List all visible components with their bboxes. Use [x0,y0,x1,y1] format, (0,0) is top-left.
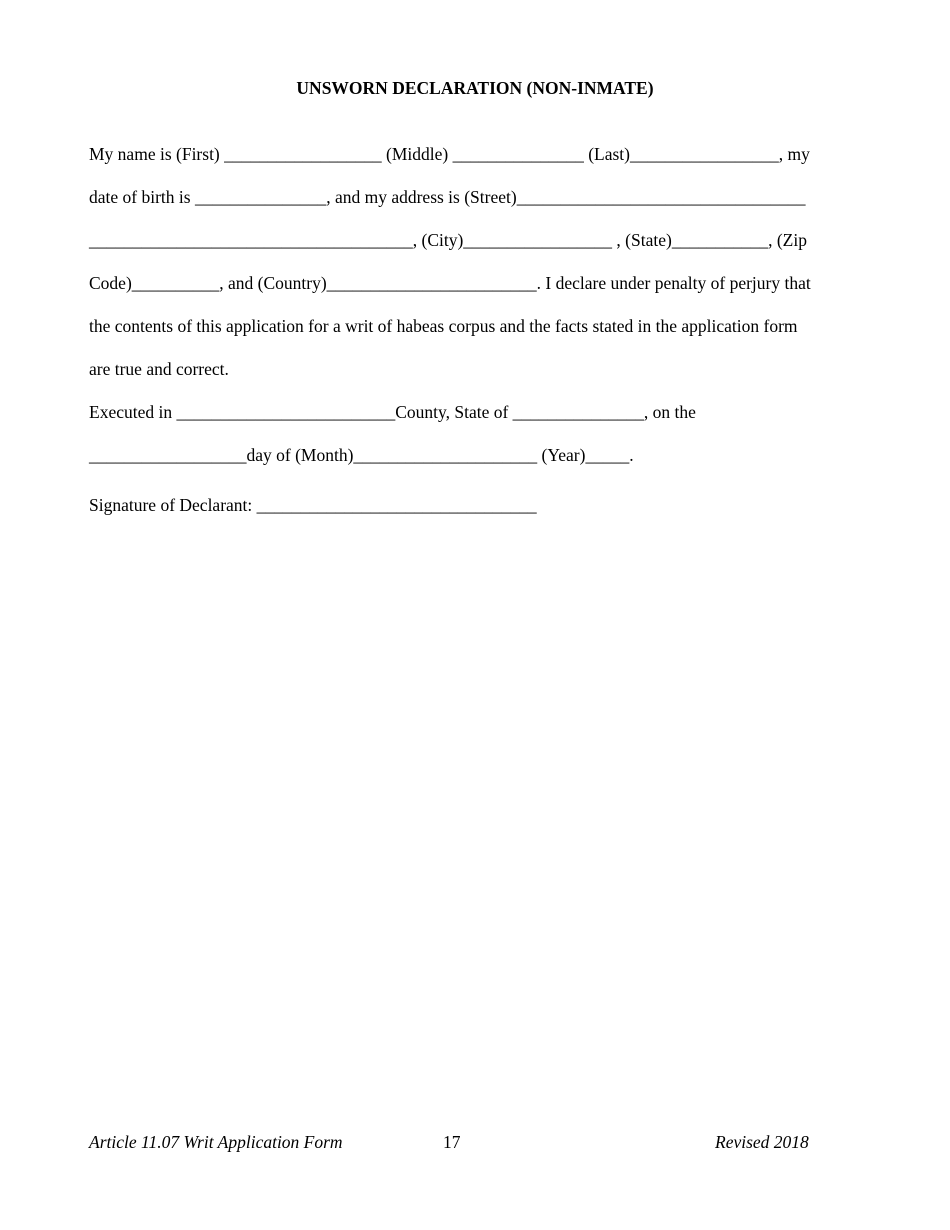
name-line: My name is (First) __________________ (Middle) _______________ (Last)_________________, my [89,144,810,164]
date-line: __________________day of (Month)_____________________ (Year)_____. [89,445,634,465]
declaration-text-line: the contents of this application for a writ of habeas corpus and the facts stated in the application form [89,316,798,336]
document-title: UNSWORN DECLARATION (NON-INMATE) [296,78,654,98]
footer-revision: Revised 2018 [715,1132,809,1152]
page-number: 17 [443,1132,461,1152]
zip-country-line: Code)__________, and (Country)________________________. I declare under penalty of perjury that [89,273,811,293]
signature-line: Signature of Declarant: ________________________________ [89,495,537,515]
executed-in-line: Executed in _________________________County, State of _______________, on the [89,402,696,422]
declaration-end-line: are true and correct. [89,359,229,379]
city-state-line: _____________________________________, (City)_________________ , (State)___________, (Zip [89,230,807,250]
footer-form-name: Article 11.07 Writ Application Form [89,1132,343,1152]
birth-address-line: date of birth is _______________, and my address is (Street)_________________________________ [89,187,806,207]
